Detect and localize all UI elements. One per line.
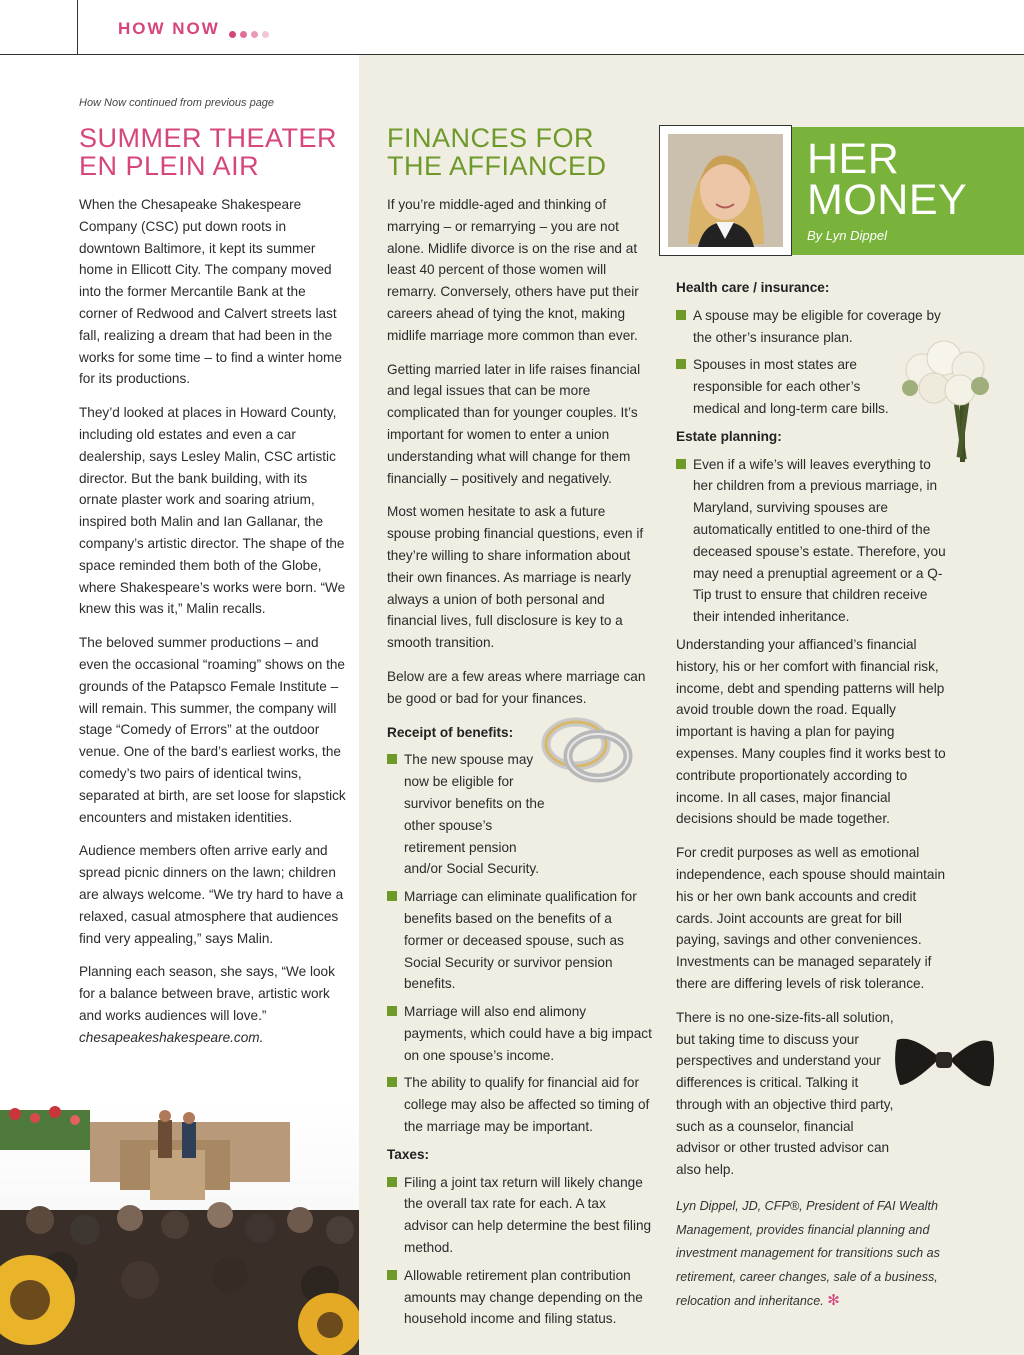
dot-3	[251, 31, 258, 38]
byline: By Lyn Dippel	[807, 228, 887, 243]
article-paragraph: If you’re middle-aged and thinking of marrying – or remarrying – you are not alone. Midlife divorce is on the rise and at least 40 percent of those women will remarry. Conversely, others have put their careers ahead of tying the knot, making midlife marriage more common than ever.	[387, 197, 639, 343]
list-item: Marriage will also end alimony payments, which could have a big impact on one spouse’s income.	[387, 1001, 652, 1066]
dot-2	[240, 31, 247, 38]
wedding-rings-image	[536, 708, 636, 788]
author-bio	[676, 1195, 946, 1314]
article-paragraph: Getting married later in life raises financial and legal issues that can be more complicated than for younger couples. It’s important for women to enter a union understanding what will change for them financially – positively and negatively.	[387, 361, 641, 486]
author-photo	[668, 134, 783, 247]
article-paragraph: Below are a few areas where marriage can be good or bad for your finances.	[387, 668, 646, 706]
rose-bouquet-image	[900, 330, 990, 465]
article-paragraph: They’d looked at places in Howard County, including old estates and even a car dealership, says Lesley Malin, CSC artistic director. But the bank building, with its ornate plaster work and soaring atrium, inspired both Malin and Ian Gallanar, the company’s artistic director. The shape of the space reminded them both of the Globe, where Shakespeare’s works were born. “We knew this was it,” Malin recalls.	[79, 405, 346, 617]
article-paragraph: Understanding your affianced’s financial history, his or her comfort with financial risk, income, debt and spending patterns will help avoid trouble down the road. Equally important is having a plan for paying expenses. Many couples find it works best to contribute proportionately according to income. In all cases, major financial decisions should be made together.	[676, 636, 946, 827]
health-care-heading: Health care / insurance:	[676, 280, 830, 295]
taxes-heading: Taxes:	[387, 1146, 430, 1162]
article-paragraph: Most women hesitate to ask a future spouse probing financial questions, even if they’re willing to share information about their own finances. As marriage is nearly always a union of both personal and financial lives, full disclosure is key to a smooth transition.	[387, 504, 644, 651]
her-money-title	[807, 135, 968, 224]
dot-1	[229, 31, 236, 38]
author-bio-text: Lyn Dippel, JD, CFP®, President of FAI Wealth Management, provides financial planning and investment management for transitions such as retirement, career changes, sale of a business, relocation and inheritance.	[676, 1199, 940, 1309]
outdoor-theater-photo	[0, 1100, 359, 1355]
taxes-list	[387, 1172, 652, 1331]
dot-4	[262, 31, 269, 38]
article-paragraph: For credit purposes as well as emotional independence, each spouse should maintain his or her own bank accounts and credit cards. Joint accounts are great for bill paying, savings and other conveniences. Investments can be managed separately if there are differing levels of risk tolerance.	[676, 845, 946, 991]
her-money-header	[659, 125, 1024, 256]
end-mark-icon: ✻	[827, 1292, 840, 1310]
page-header	[0, 0, 1024, 55]
list-item: Spouses in most states are responsible for each other’s medical and long-term care bills.	[676, 354, 946, 419]
section-title: HOW NOW	[118, 19, 220, 38]
website-link[interactable]: chesapeakeshakespeare.com.	[79, 1029, 264, 1045]
summer-theater-title	[79, 124, 337, 180]
bow-tie-image	[892, 1030, 997, 1095]
column-title-panel	[792, 127, 1024, 255]
list-item: Marriage can eliminate qualification for benefits based on the benefits of a former or deceased spouse, such as Social Security or survivor pension benefits.	[387, 886, 652, 995]
estate-planning-list	[676, 454, 946, 628]
header-divider	[77, 0, 78, 54]
finances-title	[387, 124, 607, 180]
article-closing-text: Planning each season, she says, “We look for a balance between brave, artistic work and works audiences will love.”	[79, 964, 335, 1023]
summer-theater-article	[79, 194, 347, 1060]
finances-title-line1: FINANCES FOR	[387, 123, 595, 153]
her-money-title-line2: MONEY	[807, 176, 968, 224]
section-dots	[229, 25, 273, 43]
list-item: Even if a wife’s will leaves everything to her children from a previous marriage, in Maryland, surviving spouses are automatically entitled to one-third of the deceased spouse’s estate. Therefore, you may need a prenuptial agreement or a Q-Tip trust to ensure that children receive their intended inheritance.	[676, 454, 946, 628]
finances-title-line2: THE AFFIANCED	[387, 151, 607, 181]
article-paragraph-last	[79, 961, 347, 1048]
list-item: Allowable retirement plan contribution amounts may change depending on the household income and filing status.	[387, 1265, 652, 1330]
continued-note: How Now continued from previous page	[79, 97, 275, 109]
article-paragraph: Audience members often arrive early and spread picnic dinners on the lawn; children are always welcome. “We try hard to have a relaxed, casual atmosphere that audiences find very appealing,” says Malin.	[79, 843, 344, 946]
estate-planning-heading: Estate planning:	[676, 428, 782, 444]
article-paragraph: There is no one-size-fits-all solution, but taking time to discuss your perspectives and understand your differences is critical. Talking it through with an objective third party, such as a counselor, financial advisor or other trusted advisor can also help.	[676, 1009, 894, 1178]
author-photo-frame	[659, 125, 792, 256]
summer-theater-title-line1: SUMMER THEATER	[79, 123, 338, 153]
list-item: The new spouse may now be eligible for survivor benefits on the other spouse’s retirement pension and/or Social Security.	[387, 749, 652, 880]
receipt-of-benefits-heading: Receipt of benefits:	[387, 724, 514, 740]
summer-theater-title-line2: EN PLEIN AIR	[79, 151, 260, 181]
article-paragraph: When the Chesapeake Shakespeare Company (CSC) put down roots in downtown Baltimore, it kept its summer home in Ellicott City. The company moved into the former Mercantile Bank at the corner of Redwood and Calvert streets last fall, realizing a dream that had been in the works for some time – to find a winter home for its productions.	[79, 197, 342, 387]
list-item: A spouse may be eligible for coverage by the other’s insurance plan.	[676, 305, 946, 349]
list-item: The ability to qualify for financial aid for college may also be affected so timing of the marriage may be important.	[387, 1072, 652, 1137]
list-item: Filing a joint tax return will likely change the overall tax rate for each. A tax advisor can help determine the best filing method.	[387, 1172, 652, 1259]
receipt-of-benefits-list	[387, 749, 652, 1138]
article-paragraph: The beloved summer productions – and even the occasional “roaming” shows on the grounds of the Patapsco Female Institute – will remain. This summer, the company will stage “Comedy of Errors” at the outdoor venue. One of the bard’s earliest works, the comedy’s two pairs of identical twins, separated at birth, are set loose for slapstick encounters and mistaken identities.	[79, 635, 346, 825]
her-money-title-line1: HER	[807, 135, 900, 183]
